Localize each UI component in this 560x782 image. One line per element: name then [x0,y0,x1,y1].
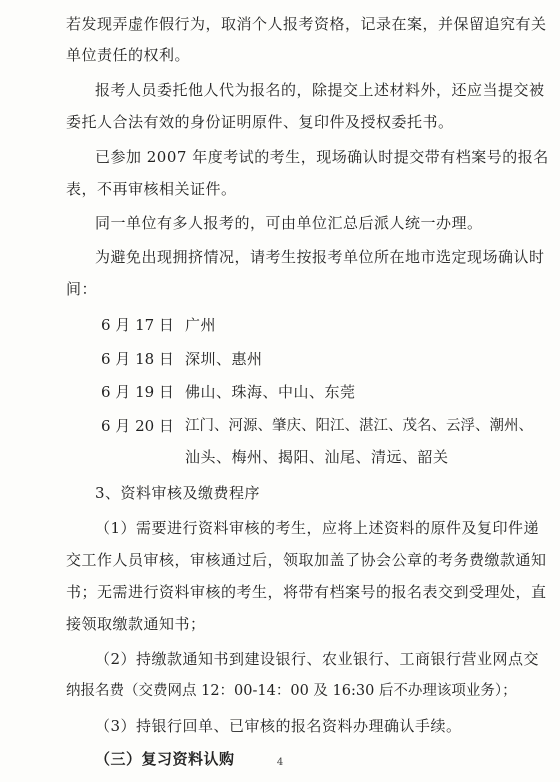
paragraph-line: 若发现弄虚作假行为，取消个人报考资格，记录在案，并保留追究有关 [66,15,547,33]
schedule-date: 6 月 19 日 [101,383,174,401]
schedule-cities: 佛山、珠海、中山、东莞 [185,383,356,401]
schedule-cities: 广州 [185,316,217,334]
paragraph-line: （1）需要进行资料审核的考生，应将上述资料的原件及复印件递 [95,519,540,537]
paragraph-line: 接领取缴款通知书； [66,615,206,633]
section-heading: 3、资料审核及缴费程序 [95,484,261,502]
page-number: 4 [276,757,284,768]
paragraph-line: （3）持银行回单、已审核的报名资料办理确认手续。 [95,717,462,735]
schedule-date: 6 月 20 日 [101,417,174,435]
schedule-cities-continued: 汕头、梅州、揭阳、汕尾、清远、韶关 [185,448,449,466]
schedule-cities: 江门、河源、肇庆、阳江、湛江、茂名、云浮、潮州、 [185,418,533,434]
paragraph-line: 为避免出现拥挤情况，请考生按报考单位所在地市选定现场确认时 [95,248,545,266]
schedule-date: 6 月 17 日 [101,316,174,334]
paragraph-line: 报考人员委托他人代为报名的，除提交上述材料外，还应当提交被 [95,81,545,99]
paragraph-line: 表，不再审核相关证件。 [66,180,237,198]
paragraph-line: 委托人合法有效的身份证明原件、复印件及授权委托书。 [66,113,454,131]
paragraph-line: 交工作人员审核，审核通过后，领取加盖了协会公章的考务费缴款通知 [66,551,547,569]
paragraph-line: 间： [66,280,98,298]
paragraph-line: 已参加 2007 年度考试的考生，现场确认时提交带有档案号的报名 [95,148,549,166]
paragraph-line: 同一单位有多人报考的，可由单位汇总后派人统一办理。 [95,214,483,232]
paragraph-line: 书；无需进行资料审核的考生，将带有档案号的报名表交到受理处，直 [66,583,547,601]
schedule-date: 6 月 18 日 [101,350,174,368]
section-heading: （三）复习资料认购 [95,750,235,768]
paragraph-line: 单位责任的权利。 [66,46,191,64]
paragraph-line: 纳报名费（交费网点 12：00-14：00 及 16:30 后不办理该项业务）； [66,683,517,699]
schedule-cities: 深圳、惠州 [185,350,263,368]
paragraph-line: （2）持缴款通知书到建设银行、农业银行、工商银行营业网点交 [95,650,540,668]
